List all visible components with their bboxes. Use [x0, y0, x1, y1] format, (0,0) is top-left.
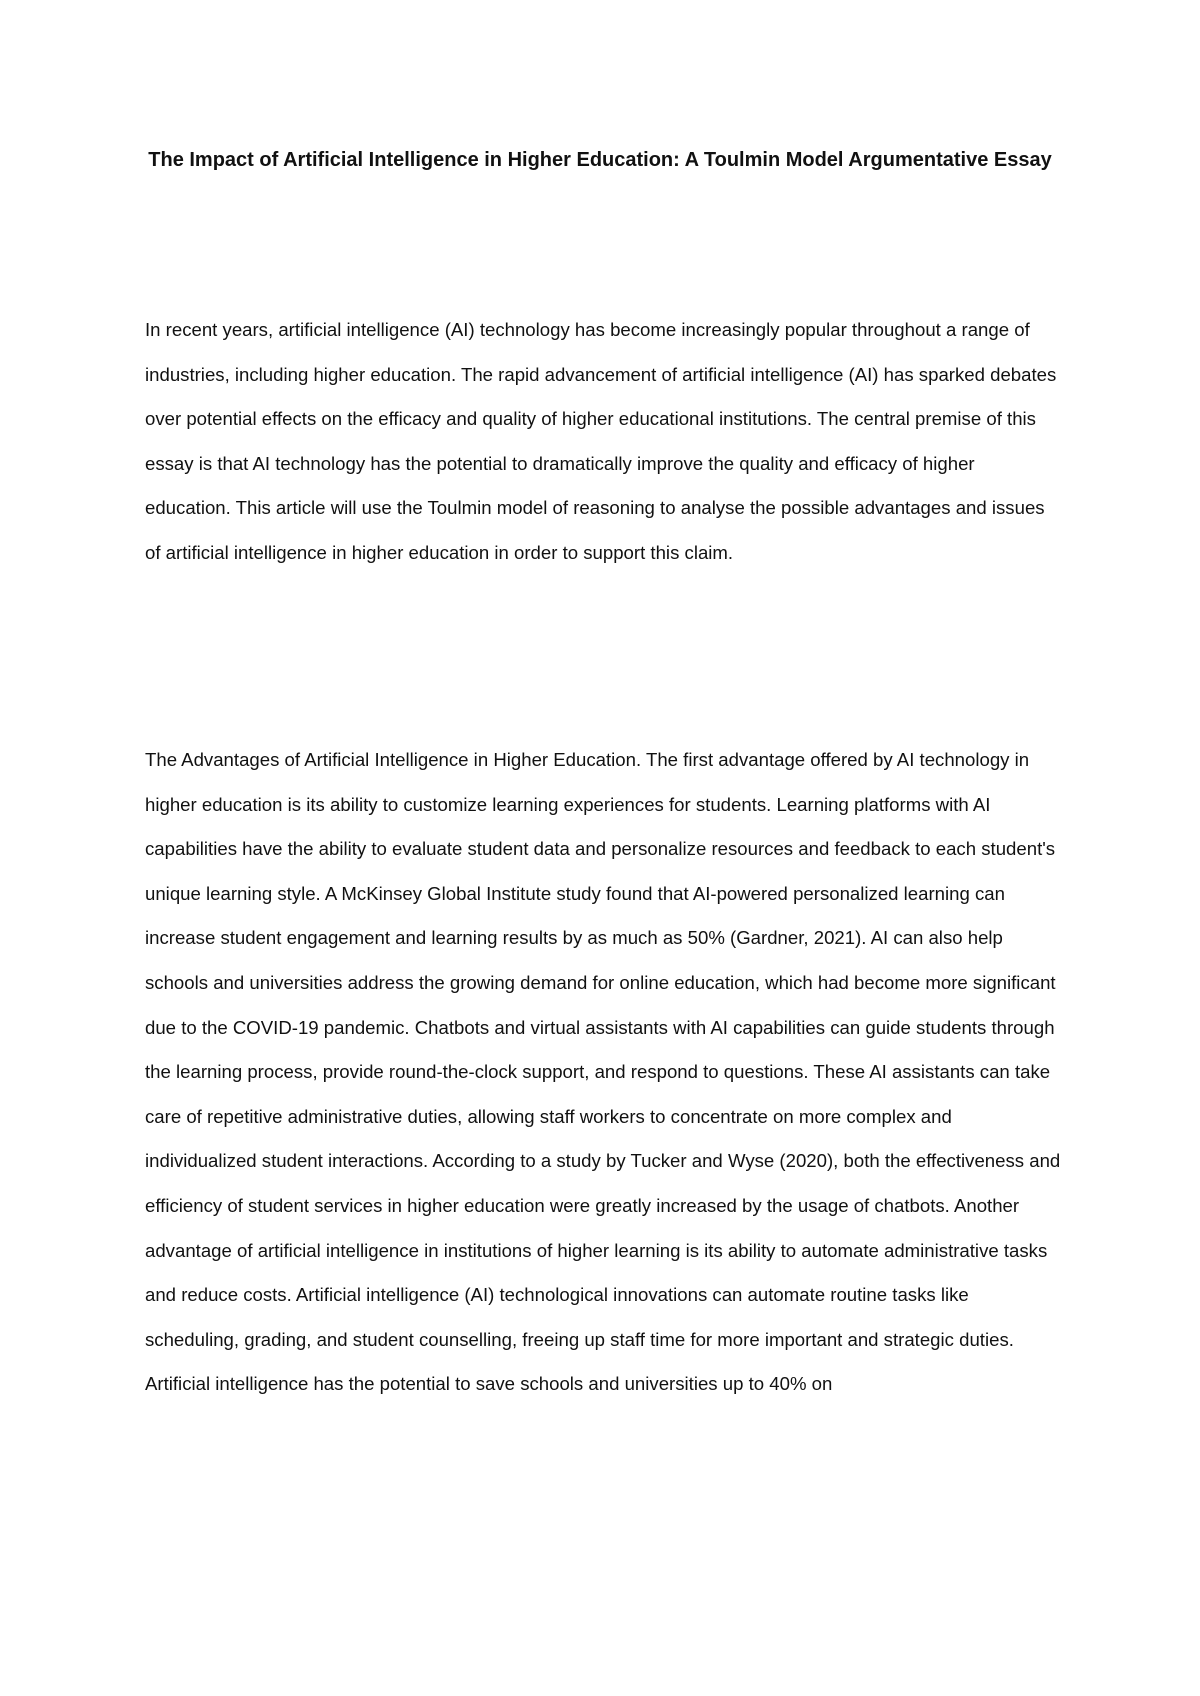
paragraph-advantages: The Advantages of Artificial Intelligence in Higher Education. The first advantage offered by AI technology in higher education is its ability to customize learning experiences for students. Learning platforms with AI capabilities have the ability to evaluate student data and personalize resources and feedback to each student's unique learning style. A McKinsey Global Institute study found that AI-powered personalized learning can increase student engagement and learning results by as much as 50% (Gardner, 2021). AI can also help schools and universities address the growing demand for online education, which had become more significant due to the COVID-19 pandemic. Chatbots and virtual assistants with AI capabilities can guide students through the learning process, provide round-the-clock support, and respond to questions. These AI assistants can take care of repetitive administrative duties, allowing staff workers to concentrate on more complex and individualized student interactions. According to a study by Tucker and Wyse (2020), both the effectiveness and efficiency of student services in higher education were greatly increased by the usage of chatbots. Another advantage of artificial intelligence in institutions of higher learning is its ability to automate administrative tasks and reduce costs. Artificial intelligence (AI) technological innovations can automate routine tasks like scheduling, grading, and student counselling, freeing up staff time for more important and strategic duties. Artificial intelligence has the potential to save schools and universities up to 40% on — [145, 749, 1061, 1395]
essay-title: The Impact of Artificial Intelligence in Higher Education: A Toulmin Model Argumentative Essay — [148, 149, 1052, 171]
paragraph-introduction: In recent years, artificial intelligence (AI) technology has become increasingly popular throughout a range of industries, including higher education. The rapid advancement of artificial intelligence (AI) has sparked debates over potential effects on the efficacy and quality of higher educational institutions. The central premise of this essay is that AI technology has the potential to dramatically improve the quality and efficacy of higher education. This article will use the Toulmin model of reasoning to analyse the possible advantages and issues of artificial intelligence in higher education in order to support this claim. — [145, 319, 1057, 563]
